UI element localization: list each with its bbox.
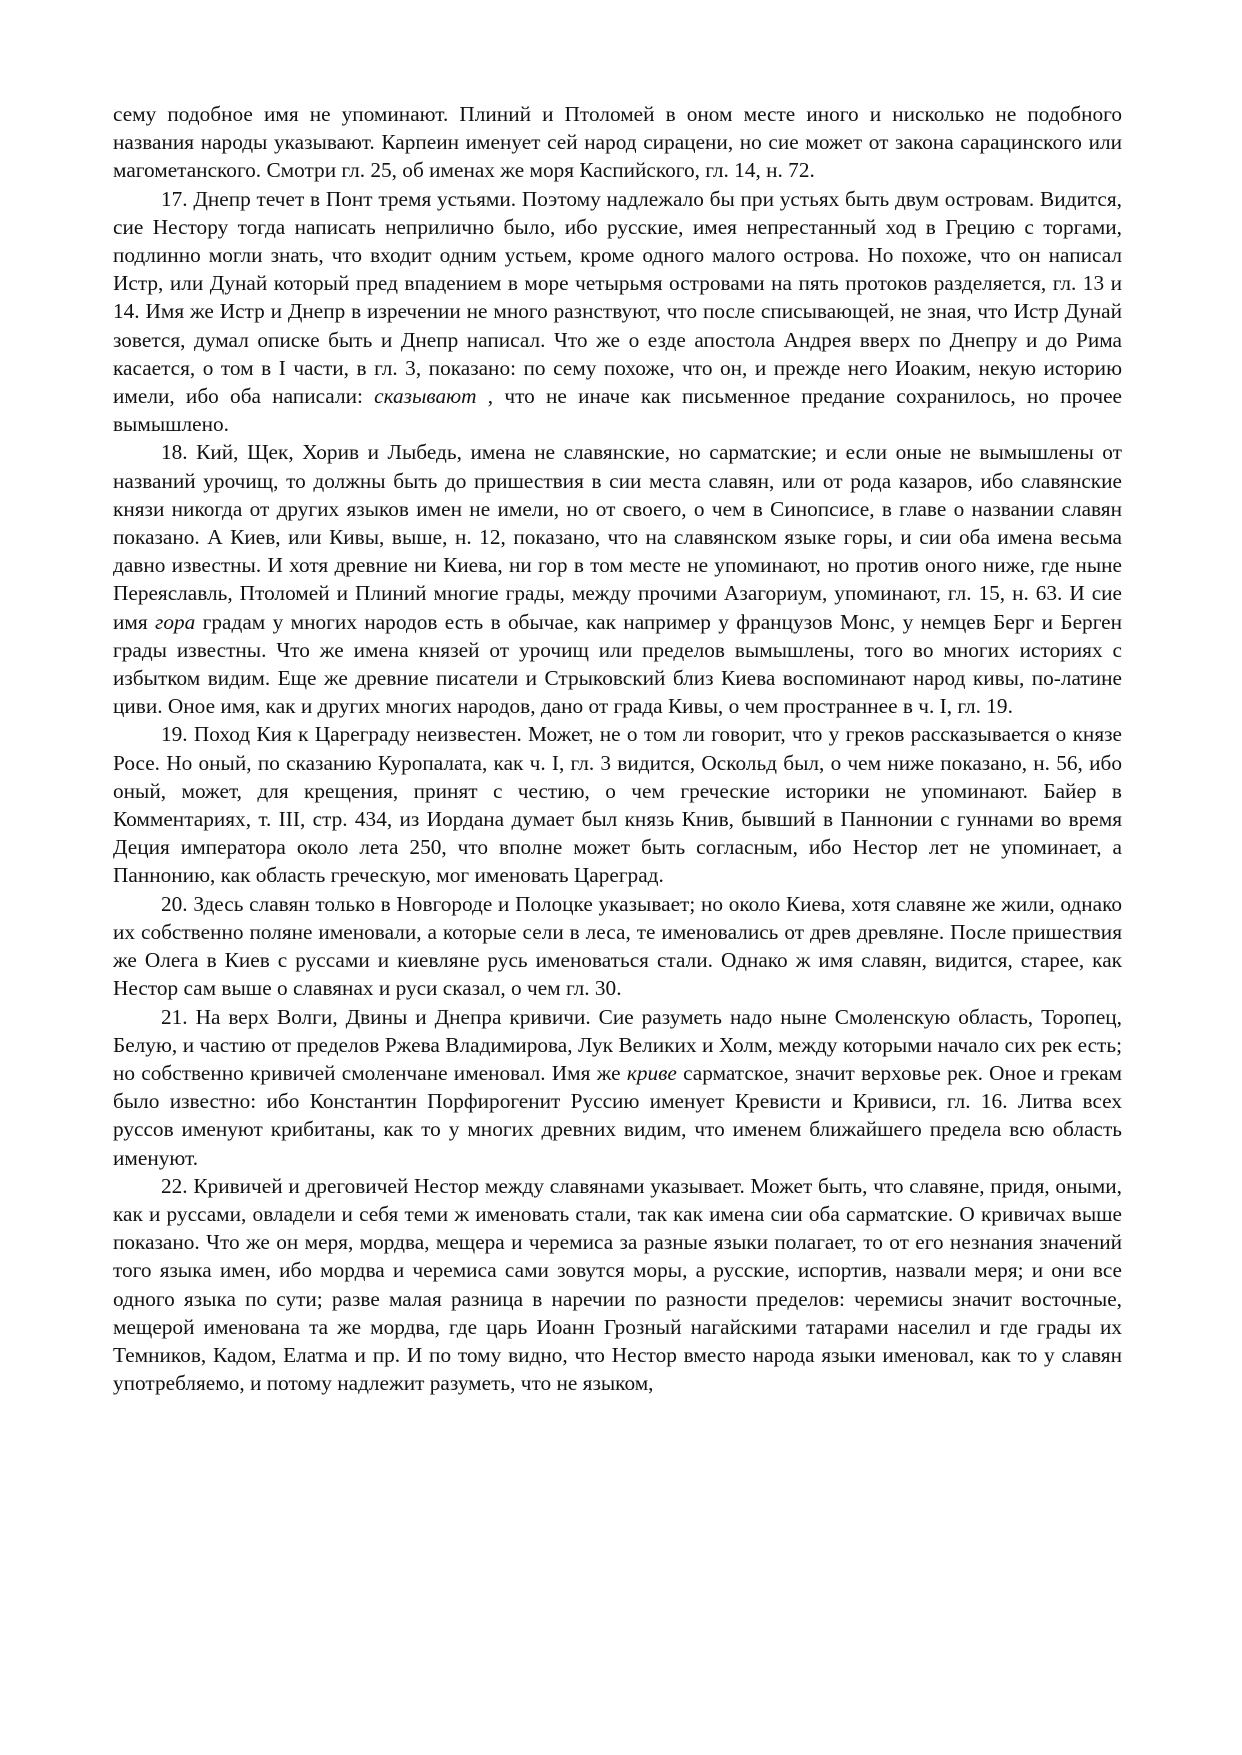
paragraph-20 (113, 890, 1122, 1003)
italic-term: гора (155, 609, 196, 634)
paragraph-19 (113, 720, 1122, 889)
paragraph-text: сарматское, значит верховье рек. Оное и грекам было известно: ибо Константин Порфирогенит Руссию именует Кревисти и Кривиси, гл. 16. Литва всех руссов именуют крибитаны, как то у многих древних видим, что именем ближайшего предела всю область именуют. (113, 1060, 1122, 1170)
paragraph-17 (113, 185, 1122, 439)
paragraph-text: , что не иначе как письменное предание сохранилось, но прочее вымышлено. (113, 384, 1122, 437)
paragraph-text: 19. Поход Кия к Цареграду неизвестен. Может, не о том ли говорит, что у греков рассказывается о князе Росе. Но оный, по сказанию Куропалата, как ч. I, гл. 3 видится, Оскольд был, о чем ниже показано, н. 56, ибо оный, может, для крещения, принят с честию, о чем греческие историки не упоминают. Байер в Комментариях, т. III, стр. 434, из Иордана думает был князь Книв, бывший в Паннонии с гуннами во время Деция императора около лета 250, что вполне может быть согласным, ибо Нестор лет не упоминает, а Паннонию, как область греческую, мог именовать Цареград. (113, 722, 1122, 888)
paragraph-text: сему подобное имя не упоминают. Плиний и Птоломей в оном месте иного и нисколько не подобного названия народы указывают. Карпеин именует сей народ сирацени, но сие может от закона сарацинского или магометанского. Смотри гл. 25, об именах же моря Каспийского, гл. 14, н. 72. (113, 102, 1122, 183)
paragraph-text: 17. Днепр течет в Понт тремя устьями. Поэтому надлежало бы при устьях быть двум островам. Видится, сие Нестору тогда написать неприлично было, ибо русские, имея непрестанный ход в Грецию с торгами, подлинно могли знать, что входит одним устьем, кроме одного малого острова. Но похоже, что он написал Истр, или Дунай который пред впадением в море четырьмя островами на пять протоков разделяется, гл. 13 и 14. Имя же Истр и Днепр в изречении не много разнствуют, что после списывающей, не зная, что Истр Дунай зовется, думал описке быть и Днепр написал. Что же о езде апостола Андрея вверх по Днепру и до Рима касается, о том в I части, в гл. 3, показано: по сему похоже, что он, и прежде него Иоаким, некую историю имели, ибо оба написали: (113, 186, 1122, 409)
paragraph-21 (113, 1003, 1122, 1172)
italic-term: криве (626, 1060, 677, 1085)
paragraph-text: 21. На верх Волги, Двины и Днепра кривичи. Сие разуметь надо ныне Смоленскую область, Торопец, Белую, и частию от пределов Ржева Владимирова, Лук Великих и Холм, между которыми начало сих рек есть; но собственно кривичей смоленчане именовал. Имя же (113, 1004, 1122, 1085)
paragraph-22 (113, 1172, 1122, 1398)
paragraph-text: 22. Кривичей и дреговичей Нестор между славянами указывает. Может быть, что славяне, придя, оными, как и руссами, овладели и себя теми ж именовать стали, так как имена сии оба сарматские. О кривичах выше показано. Что же он меря, мордва, мещера и черемиса за разные языки полагает, то от его незнания значений того языка имен, ибо мордва и черемиса сами зовутся моры, а русские, испортив, назвали меря; и они все одного языка по сути; разве малая разница в наречии по разности пределов: черемисы значит восточные, мещерой именована та же мордва, где царь Иоанн Грозный нагайскими татарами населил и где грады их Темников, Кадом, Елатма и пр. И по тому видно, что Нестор вместо народа языки именовал, как то у славян употребляемо, и потому надлежит разуметь, что не языком, (113, 1173, 1122, 1396)
paragraph-text: 20. Здесь славян только в Новгороде и Полоцке указывает; но около Киева, хотя славяне же жили, однако их собственно поляне именовали, а которые сели в леса, те именовались от древ древляне. После пришествия же Олега в Киев с руссами и киевляне русь именоваться стали. Однако ж имя славян, видится, старее, как Нестор сам выше о славянах и руси сказал, о чем гл. 30. (113, 891, 1122, 1001)
italic-term: сказывают (374, 384, 477, 409)
paragraph-text: градам у многих народов есть в обычае, как например у французов Монс, у немцев Берг и Берген грады известны. Что же имена князей от урочищ или пределов вымышлены, того во многих историях с избытком видим. Еще же древние писатели и Стрыковский близ Киева воспоминают народ кивы, по-латине циви. Оное имя, как и других многих народов, дано от града Кивы, о чем пространнее в ч. I, гл. 19. (113, 609, 1123, 719)
paragraph-16-continuation (113, 100, 1122, 185)
paragraph-18 (113, 438, 1122, 720)
paragraph-text: 18. Кий, Щек, Хорив и Лыбедь, имена не славянские, но сарматские; и если оные не вымышлены от названий урочищ, то должны быть до пришествия в сии места славян, или от рода казаров, ибо славянские князи никогда от других языков имен не имели, но от своего, о чем в Синопсисе, в главе о названии славян показано. А Киев, или Кивы, выше, н. 12, показано, что на славянском языке горы, и сии оба имена весьма давно известны. И хотя древние ни Киева, ни гор в том месте не упоминают, но против оного ниже, где ныне Переяславль, Птоломей и Плиний многие грады, между прочими Азагориум, упоминают, гл. 15, н. 63. И сие имя (113, 440, 1122, 634)
